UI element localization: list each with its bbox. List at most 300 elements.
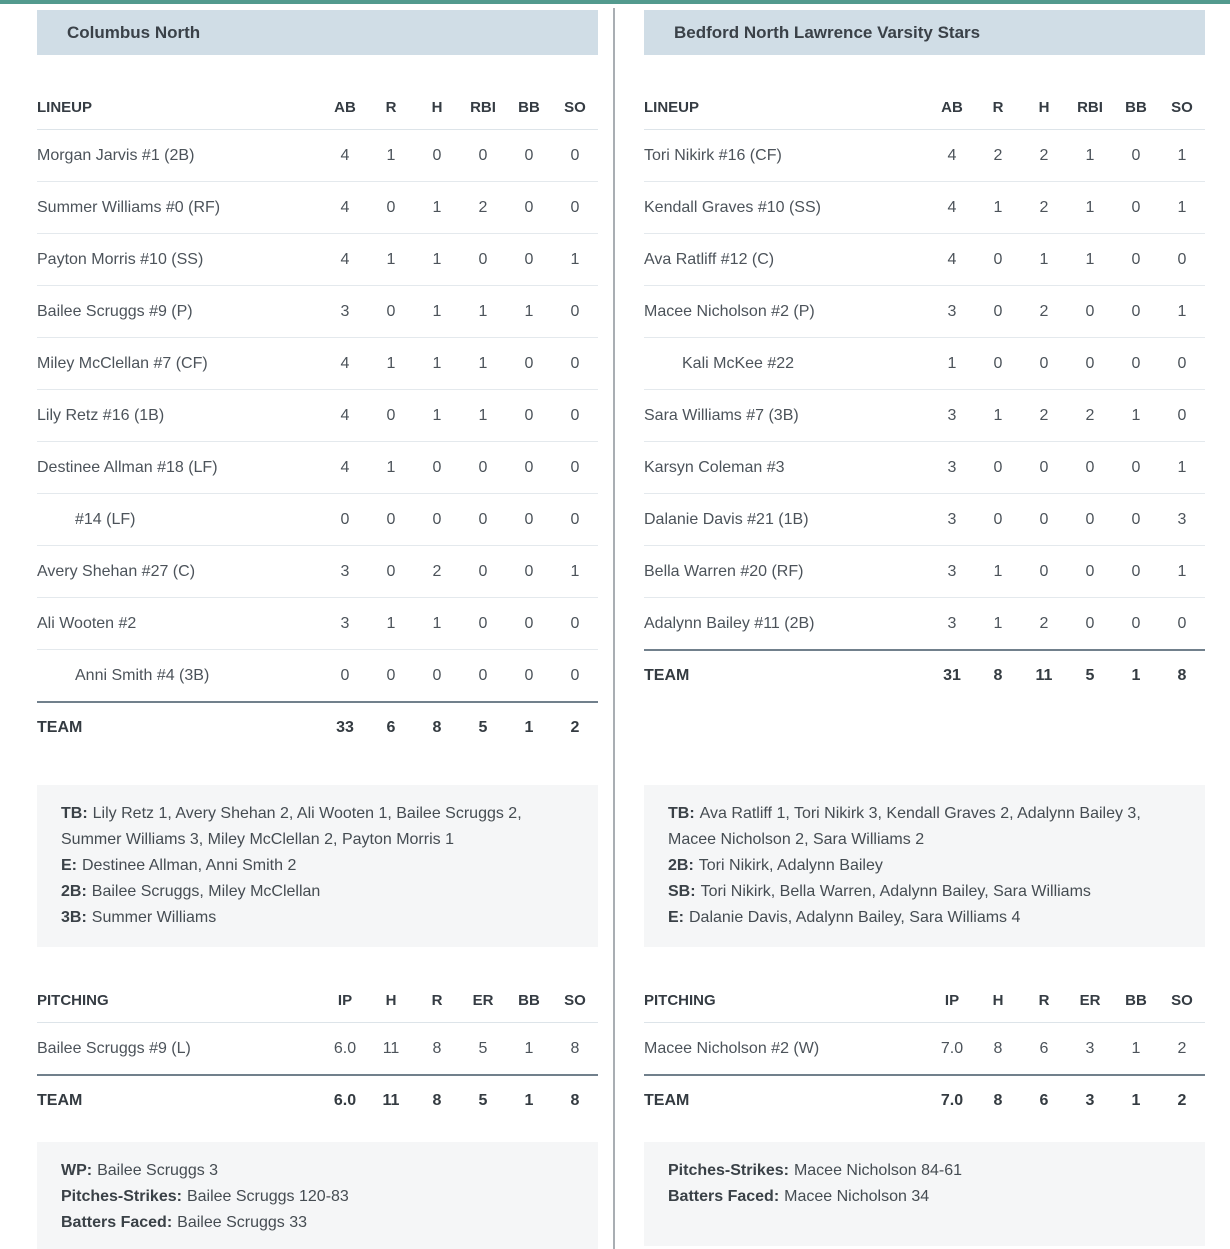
pitching-stat-cell: 8 <box>432 1039 442 1057</box>
stat-column-header: H <box>1038 99 1050 116</box>
stat-cell: 1 <box>386 614 396 632</box>
stat-cell: 0 <box>1177 614 1187 632</box>
stat-cell: 0 <box>570 302 580 320</box>
player-name: Anni Smith #4 (3B) <box>75 666 210 684</box>
pitching-table <box>37 979 598 1126</box>
stat-cell: 1 <box>1131 406 1141 424</box>
pitching-stat-cell: 6.0 <box>333 1039 357 1057</box>
team-total-stat: 31 <box>943 667 961 684</box>
pitching-column-header: H <box>992 992 1004 1009</box>
stat-cell: 0 <box>524 562 534 580</box>
stat-column-header: BB <box>1125 99 1147 116</box>
pitcher-name: Macee Nicholson #2 (W) <box>644 1039 820 1057</box>
player-row <box>644 546 1205 598</box>
team-total-stat: 8 <box>1177 667 1187 684</box>
player-name: Dalanie Davis #21 (1B) <box>644 510 809 528</box>
batting-note-line <box>668 801 1181 853</box>
player-name: Bella Warren #20 (RF) <box>644 562 804 580</box>
pitching-team-stat: 8 <box>993 1092 1003 1109</box>
stat-cell: 0 <box>1085 302 1095 320</box>
stat-cell: 1 <box>478 354 488 372</box>
note-label: Pitches-Strikes: <box>61 1188 182 1205</box>
pitching-team-stat: 8 <box>570 1092 580 1109</box>
pitching-stat-cell: 8 <box>570 1039 580 1057</box>
stat-cell: 2 <box>1085 406 1095 424</box>
stat-cell: 4 <box>340 458 350 476</box>
batting-note-line <box>61 879 574 905</box>
team-total-stat: 8 <box>993 667 1003 684</box>
pitching-note-line <box>61 1158 574 1184</box>
pitching-team-stat: 2 <box>1177 1092 1187 1109</box>
pitching-stat-cell: 2 <box>1177 1039 1187 1057</box>
stat-cell: 3 <box>947 510 957 528</box>
stat-cell: 0 <box>1085 458 1095 476</box>
stat-cell: 0 <box>570 354 580 372</box>
pitching-column-header: BB <box>518 992 540 1009</box>
note-text: Tori Nikirk, Adalynn Bailey <box>698 857 883 874</box>
stat-cell: 0 <box>340 666 350 684</box>
stat-cell: 1 <box>432 302 442 320</box>
stat-cell: 0 <box>570 198 580 216</box>
pitching-stat-cell: 11 <box>382 1039 400 1057</box>
stat-column-header: RBI <box>1077 99 1103 116</box>
note-label: Batters Faced: <box>668 1188 780 1205</box>
team-header <box>644 10 1205 55</box>
pitching-note-line <box>668 1184 1181 1210</box>
stat-cell: 3 <box>947 614 957 632</box>
pitching-column-header: R <box>1038 992 1050 1009</box>
stat-cell: 0 <box>993 302 1003 320</box>
team-total-stat: 11 <box>1035 667 1053 684</box>
pitching-column-header: IP <box>944 992 960 1009</box>
stat-cell: 3 <box>947 406 957 424</box>
pitching-column-header: H <box>385 992 397 1009</box>
note-text: Dalanie Davis, Adalynn Bailey, Sara Williams 4 <box>689 909 1021 926</box>
stat-cell: 1 <box>432 614 442 632</box>
stat-cell: 0 <box>478 458 488 476</box>
player-row <box>37 234 598 286</box>
stat-cell: 4 <box>947 146 957 164</box>
stat-cell: 3 <box>340 562 350 580</box>
pitching-stat-cell: 7.0 <box>940 1039 964 1057</box>
note-label: E: <box>61 857 77 874</box>
pitching-header-label: PITCHING <box>644 992 716 1009</box>
player-row <box>644 390 1205 442</box>
lineup-header-label: LINEUP <box>37 99 93 116</box>
stat-cell: 1 <box>524 302 534 320</box>
stat-cell: 1 <box>478 406 488 424</box>
stat-cell: 0 <box>340 510 350 528</box>
stat-cell: 0 <box>432 666 442 684</box>
stat-cell: 0 <box>386 302 396 320</box>
stat-cell: 0 <box>1085 510 1095 528</box>
stat-cell: 4 <box>340 250 350 268</box>
stat-cell: 0 <box>1039 458 1049 476</box>
stat-cell: 1 <box>386 354 396 372</box>
pitching-table <box>644 979 1205 1126</box>
stat-cell: 0 <box>478 562 488 580</box>
pitching-notes-box <box>37 1142 598 1249</box>
pitching-column-header: BB <box>1125 992 1147 1009</box>
stat-cell: 0 <box>478 666 488 684</box>
pitching-column-header: SO <box>1171 992 1193 1009</box>
pitcher-row <box>644 1023 1205 1075</box>
pitching-column-header: ER <box>1079 992 1101 1009</box>
stat-column-header: SO <box>1171 99 1193 116</box>
stat-cell: 0 <box>1131 354 1141 372</box>
stat-cell: 0 <box>524 666 534 684</box>
batting-note-line <box>61 853 574 879</box>
stat-cell: 1 <box>947 354 957 372</box>
player-name: Summer Williams #0 (RF) <box>37 198 221 216</box>
stat-cell: 0 <box>1131 302 1141 320</box>
note-text: Lily Retz 1, Avery Shehan 2, Ali Wooten 1, Bailee Scruggs 2, Summer Williams 3, Miley McClellan 2, Payton Morris 1 <box>61 805 522 848</box>
lineup-table <box>644 86 1205 765</box>
team-total-stat: 5 <box>478 719 488 736</box>
team-name: Bedford North Lawrence Varsity Stars <box>674 22 981 42</box>
player-name: Adalynn Bailey #11 (2B) <box>644 614 815 632</box>
player-name: Sara Williams #7 (3B) <box>644 406 799 424</box>
stat-cell: 0 <box>1085 614 1095 632</box>
lineup-table <box>37 86 598 765</box>
stat-cell: 2 <box>1039 198 1049 216</box>
team-total-label: TEAM <box>37 719 83 736</box>
stat-cell: 2 <box>1039 406 1049 424</box>
stat-cell: 1 <box>386 458 396 476</box>
pitching-team-stat: 6 <box>1039 1092 1049 1109</box>
stat-cell: 0 <box>1131 250 1141 268</box>
team-total-stat: 33 <box>336 719 354 736</box>
stat-cell: 0 <box>1039 510 1049 528</box>
player-row <box>644 182 1205 234</box>
pitching-team-stat: 7.0 <box>940 1092 964 1109</box>
pitching-note-line <box>668 1158 1181 1184</box>
stat-cell: 0 <box>993 250 1003 268</box>
stat-cell: 0 <box>1131 198 1141 216</box>
note-label: Pitches-Strikes: <box>668 1162 789 1179</box>
stat-cell: 0 <box>386 666 396 684</box>
stat-cell: 4 <box>340 146 350 164</box>
stat-cell: 0 <box>386 198 396 216</box>
note-text: Bailee Scruggs 33 <box>177 1214 308 1231</box>
player-row <box>37 546 598 598</box>
stat-cell: 1 <box>1177 458 1187 476</box>
stat-cell: 1 <box>1039 250 1049 268</box>
stat-cell: 1 <box>993 406 1003 424</box>
pitcher-name: Bailee Scruggs #9 (L) <box>37 1039 191 1057</box>
pitcher-row <box>37 1023 598 1075</box>
pitching-notes-box <box>644 1142 1205 1246</box>
stat-cell: 2 <box>1039 614 1049 632</box>
stat-cell: 1 <box>570 250 580 268</box>
player-name: Karsyn Coleman #3 <box>644 458 785 476</box>
stat-cell: 1 <box>1177 562 1187 580</box>
stat-cell: 2 <box>1039 146 1049 164</box>
team-panels <box>0 4 1230 1249</box>
panel-divider <box>613 8 615 1249</box>
team-name: Columbus North <box>67 22 201 42</box>
player-name: #14 (LF) <box>75 510 136 528</box>
stat-cell: 3 <box>947 302 957 320</box>
stat-cell: 1 <box>1177 198 1187 216</box>
stat-cell: 1 <box>1085 250 1095 268</box>
player-name: Kali McKee #22 <box>682 354 795 372</box>
team-panel <box>37 10 598 1249</box>
note-label: TB: <box>61 805 88 822</box>
stat-cell: 0 <box>570 510 580 528</box>
batting-note-line <box>668 905 1181 931</box>
stat-cell: 0 <box>524 198 534 216</box>
pitching-column-header: R <box>431 992 443 1009</box>
stat-cell: 0 <box>570 458 580 476</box>
stat-cell: 0 <box>524 510 534 528</box>
player-row <box>644 442 1205 494</box>
player-name: Tori Nikirk #16 (CF) <box>644 146 782 164</box>
stat-cell: 0 <box>478 250 488 268</box>
stat-cell: 2 <box>993 146 1003 164</box>
stat-cell: 0 <box>478 614 488 632</box>
stat-cell: 0 <box>524 354 534 372</box>
pitching-team-stat: 1 <box>524 1092 534 1109</box>
note-text: Tori Nikirk, Bella Warren, Adalynn Bailey, Sara Williams <box>700 883 1091 900</box>
player-row <box>644 234 1205 286</box>
pitching-team-stat: 5 <box>478 1092 488 1109</box>
stat-cell: 0 <box>1131 562 1141 580</box>
player-name: Bailee Scruggs #9 (P) <box>37 302 193 320</box>
pitching-team-total-row <box>37 1074 598 1126</box>
stat-cell: 0 <box>570 614 580 632</box>
team-total-stat: 6 <box>386 719 396 736</box>
stat-cell: 1 <box>432 354 442 372</box>
stat-cell: 4 <box>947 250 957 268</box>
stat-cell: 0 <box>432 510 442 528</box>
pitching-note-line <box>61 1210 574 1236</box>
stat-cell: 0 <box>524 406 534 424</box>
pitching-column-header: SO <box>564 992 586 1009</box>
stat-cell: 3 <box>340 302 350 320</box>
stat-cell: 1 <box>993 614 1003 632</box>
pitching-header-label: PITCHING <box>37 992 109 1009</box>
stat-column-header: R <box>992 99 1004 116</box>
player-name: Payton Morris #10 (SS) <box>37 250 204 268</box>
stat-cell: 0 <box>570 666 580 684</box>
stat-cell: 0 <box>993 354 1003 372</box>
lineup-header-row <box>37 86 598 130</box>
note-text: Bailee Scruggs 3 <box>97 1162 219 1179</box>
team-total-stat: 1 <box>1131 667 1141 684</box>
stat-cell: 1 <box>386 250 396 268</box>
pitching-column-header: IP <box>337 992 353 1009</box>
note-label: SB: <box>668 883 696 900</box>
pitching-team-label: TEAM <box>644 1092 690 1109</box>
team-total-stat: 5 <box>1085 667 1095 684</box>
pitching-team-label: TEAM <box>37 1092 83 1109</box>
note-label: TB: <box>668 805 695 822</box>
batting-note-line <box>61 801 574 853</box>
pitching-header-row <box>644 979 1205 1023</box>
pitching-stat-cell: 8 <box>993 1039 1003 1057</box>
stat-column-header: SO <box>564 99 586 116</box>
note-text: Macee Nicholson 34 <box>784 1188 930 1205</box>
stat-cell: 0 <box>993 510 1003 528</box>
pitching-team-stat: 1 <box>1131 1092 1141 1109</box>
pitching-stat-cell: 3 <box>1085 1039 1095 1057</box>
player-row <box>37 390 598 442</box>
pitching-stat-cell: 5 <box>478 1039 488 1057</box>
stat-cell: 4 <box>340 198 350 216</box>
player-row <box>644 338 1205 390</box>
player-row <box>644 494 1205 546</box>
stat-cell: 2 <box>1039 302 1049 320</box>
stat-cell: 4 <box>947 198 957 216</box>
stat-column-header: AB <box>941 99 963 116</box>
stat-cell: 1 <box>993 562 1003 580</box>
stat-cell: 4 <box>340 406 350 424</box>
stat-cell: 1 <box>432 406 442 424</box>
team-total-label: TEAM <box>644 667 690 684</box>
stat-cell: 0 <box>386 562 396 580</box>
stat-cell: 0 <box>570 406 580 424</box>
team-total-stat: 2 <box>570 719 580 736</box>
note-text: Summer Williams <box>91 909 217 926</box>
stat-cell: 1 <box>386 146 396 164</box>
player-row <box>37 338 598 390</box>
stat-cell: 0 <box>1177 354 1187 372</box>
stat-cell: 1 <box>1177 302 1187 320</box>
stat-column-header: BB <box>518 99 540 116</box>
player-name: Ava Ratliff #12 (C) <box>644 250 775 268</box>
stat-cell: 0 <box>524 146 534 164</box>
stat-cell: 0 <box>993 458 1003 476</box>
stat-cell: 1 <box>432 198 442 216</box>
stat-cell: 0 <box>432 458 442 476</box>
stat-cell: 1 <box>1177 146 1187 164</box>
stat-cell: 3 <box>947 458 957 476</box>
stat-cell: 0 <box>1131 458 1141 476</box>
stat-column-header: RBI <box>470 99 496 116</box>
note-text: Macee Nicholson 84-61 <box>793 1162 963 1179</box>
stat-cell: 1 <box>1085 146 1095 164</box>
player-row <box>37 494 598 546</box>
stat-cell: 0 <box>1039 354 1049 372</box>
pitching-team-stat: 3 <box>1085 1092 1095 1109</box>
team-total-stat: 8 <box>432 719 442 736</box>
stat-cell: 3 <box>340 614 350 632</box>
pitching-column-header: ER <box>472 992 494 1009</box>
stat-column-header: R <box>385 99 397 116</box>
note-text: Bailee Scruggs, Miley McClellan <box>91 883 321 900</box>
team-panel <box>644 10 1205 1249</box>
note-label: E: <box>668 909 684 926</box>
pitching-team-stat: 8 <box>432 1092 442 1109</box>
stat-cell: 0 <box>524 614 534 632</box>
note-text: Ava Ratliff 1, Tori Nikirk 3, Kendall Graves 2, Adalynn Bailey 3, Macee Nicholson 2, Sara Williams 2 <box>668 805 1141 848</box>
lineup-team-total-row <box>644 649 1205 701</box>
stat-cell: 0 <box>478 146 488 164</box>
player-name: Destinee Allman #18 (LF) <box>37 458 218 476</box>
player-row <box>37 182 598 234</box>
stat-cell: 1 <box>1085 198 1095 216</box>
stat-cell: 0 <box>1177 250 1187 268</box>
note-text: Destinee Allman, Anni Smith 2 <box>82 857 297 874</box>
stat-cell: 0 <box>1131 146 1141 164</box>
stat-cell: 1 <box>432 250 442 268</box>
stat-column-header: AB <box>334 99 356 116</box>
player-row <box>644 130 1205 182</box>
player-row <box>644 598 1205 650</box>
player-name: Lily Retz #16 (1B) <box>37 406 165 424</box>
stat-cell: 3 <box>1177 510 1187 528</box>
pitching-team-stat: 6.0 <box>333 1092 357 1109</box>
stat-cell: 0 <box>478 510 488 528</box>
stat-cell: 3 <box>947 562 957 580</box>
player-name: Avery Shehan #27 (C) <box>37 562 196 580</box>
stat-cell: 0 <box>1131 614 1141 632</box>
note-label: 3B: <box>61 909 87 926</box>
batting-notes-box <box>37 785 598 947</box>
player-row <box>37 650 598 702</box>
team-total-stat: 1 <box>524 719 534 736</box>
stat-cell: 0 <box>386 510 396 528</box>
batting-note-line <box>61 905 574 931</box>
stat-cell: 0 <box>1131 510 1141 528</box>
player-name: Macee Nicholson #2 (P) <box>644 302 815 320</box>
stat-cell: 0 <box>570 146 580 164</box>
lineup-header-label: LINEUP <box>644 99 700 116</box>
player-row <box>37 598 598 650</box>
batting-note-line <box>668 879 1181 905</box>
stat-cell: 0 <box>1085 562 1095 580</box>
pitching-header-row <box>37 979 598 1023</box>
lineup-header-row <box>644 86 1205 130</box>
player-name: Miley McClellan #7 (CF) <box>37 354 208 372</box>
batting-notes-box <box>644 785 1205 947</box>
stat-cell: 0 <box>1039 562 1049 580</box>
stat-cell: 1 <box>478 302 488 320</box>
stat-cell: 2 <box>432 562 442 580</box>
note-label: WP: <box>61 1162 93 1179</box>
stat-cell: 0 <box>1085 354 1095 372</box>
stat-cell: 0 <box>524 250 534 268</box>
stat-cell: 0 <box>524 458 534 476</box>
pitching-team-stat: 11 <box>382 1092 400 1109</box>
note-label: 2B: <box>668 857 694 874</box>
pitching-stat-cell: 1 <box>1131 1039 1141 1057</box>
pitching-team-total-row <box>644 1074 1205 1126</box>
stat-cell: 0 <box>1177 406 1187 424</box>
stat-cell: 1 <box>993 198 1003 216</box>
pitching-stat-cell: 1 <box>524 1039 534 1057</box>
pitching-note-line <box>61 1184 574 1210</box>
note-text: Bailee Scruggs 120-83 <box>186 1188 349 1205</box>
player-row <box>37 286 598 338</box>
stat-cell: 0 <box>432 146 442 164</box>
player-name: Morgan Jarvis #1 (2B) <box>37 146 195 164</box>
player-row <box>37 130 598 182</box>
player-row <box>37 442 598 494</box>
pitching-stat-cell: 6 <box>1039 1039 1049 1057</box>
lineup-team-total-row <box>37 701 598 753</box>
stat-cell: 0 <box>386 406 396 424</box>
player-name: Ali Wooten #2 <box>37 614 137 632</box>
stat-column-header: H <box>431 99 443 116</box>
note-label: 2B: <box>61 883 87 900</box>
stat-cell: 1 <box>570 562 580 580</box>
note-label: Batters Faced: <box>61 1214 173 1231</box>
team-header <box>37 10 598 55</box>
stat-cell: 4 <box>340 354 350 372</box>
batting-note-line <box>668 853 1181 879</box>
